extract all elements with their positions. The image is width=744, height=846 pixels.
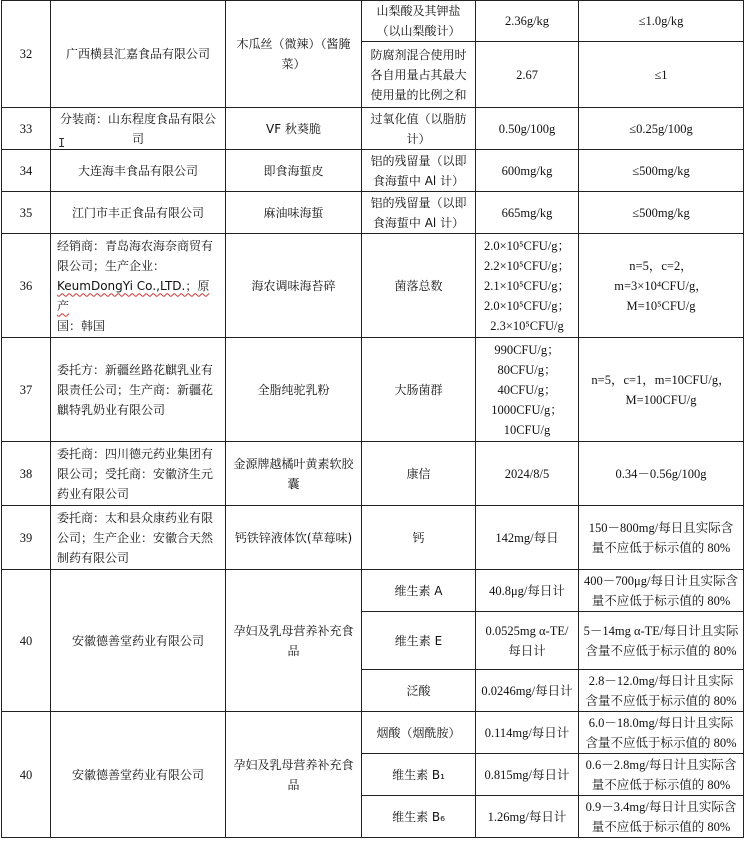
company-cell: 大连海丰食品有限公司	[51, 150, 226, 192]
item-cell: 钙	[362, 506, 476, 570]
table-row	[2, 506, 744, 570]
result-cell: 665mg/kg	[476, 192, 579, 234]
standard-line: M=100CFU/g	[625, 392, 697, 407]
result-line: 2.0×10⁵CFU/g；	[483, 298, 571, 313]
row-index: 40	[2, 712, 51, 838]
product-cell: 即食海蜇皮	[226, 150, 362, 192]
row-index: 35	[2, 192, 51, 234]
row-index: 40	[2, 570, 51, 712]
company-line: 委托方：新疆丝路花麒乳业有	[57, 362, 214, 377]
result-cell: 2.67	[476, 42, 579, 108]
result-cell: 0.0525mg α-TE/每日计	[476, 612, 579, 670]
standard-cell: 0.9－3.4mg/每日计且实际含量不应低于标示值的 80%	[579, 796, 744, 838]
company-cell: 分装商：山东程度食品有限公司	[51, 108, 226, 150]
company-cell: 安徽德善堂药业有限公司	[51, 570, 226, 712]
standard-cell: ≤500mg/kg	[579, 192, 744, 234]
product-cell: VF 秋葵脆	[226, 108, 362, 150]
item-cell: 维生素 E	[362, 612, 476, 670]
result-cell: 600mg/kg	[476, 150, 579, 192]
table-row	[2, 108, 744, 150]
item-cell: 维生素 B₁	[362, 754, 476, 796]
company-cell	[51, 338, 226, 442]
row-index: 39	[2, 506, 51, 570]
item-cell: 维生素 B₆	[362, 796, 476, 838]
product-cell: 孕妇及乳母营养补充食品	[226, 570, 362, 712]
product-cell: 麻油味海蜇	[226, 192, 362, 234]
result-cell	[476, 234, 579, 338]
standard-line: n=5，c=1，m=10CFU/g，	[591, 372, 731, 387]
result-cell	[476, 338, 579, 442]
item-cell: 大肠菌群	[362, 338, 476, 442]
standard-cell: 0.6－2.8mg/每日计且实际含量不应低于标示值的 80%	[579, 754, 744, 796]
result-cell: 0.0246mg/每日计	[476, 670, 579, 712]
item-cell: 铝的残留量（以即食海蜇中 Al 计）	[362, 150, 476, 192]
row-index: 34	[2, 150, 51, 192]
table-row	[2, 712, 744, 754]
product-cell: 海农调味海苔碎	[226, 234, 362, 338]
standard-line: n=5，c=2，m=3×10⁴CFU/g，	[614, 258, 708, 293]
item-cell: 铝的残留量（以即食海蜇中 Al 计）	[362, 192, 476, 234]
standard-line: M=10⁵CFU/g	[626, 298, 696, 313]
table-row	[2, 150, 744, 192]
product-cell: 钙铁锌液体饮(草莓味)	[226, 506, 362, 570]
item-cell: 防腐剂混合使用时各自用量占其最大使用量的比例之和	[362, 42, 476, 108]
result-line: 1000CFU/g；	[491, 402, 563, 417]
product-cell: 金源牌越橘叶黄素软胶囊	[226, 442, 362, 506]
standard-cell: 0.34－0.56g/100g	[579, 442, 744, 506]
company-line: 公司；生产企业：安徽合天然	[57, 530, 214, 545]
standard-cell: ≤0.25g/100g	[579, 108, 744, 150]
result-line: 10CFU/g	[503, 422, 551, 437]
item-cell: 过氧化值（以脂肪计）	[362, 108, 476, 150]
company-cell	[51, 506, 226, 570]
company-cell: 广西横县汇嘉食品有限公司	[51, 1, 226, 108]
result-cell: 2024/8/5	[476, 442, 579, 506]
standard-cell: 150－800mg/每日且实际含量不应低于标示值的 80%	[579, 506, 744, 570]
result-line: 2.1×10⁵CFU/g；	[483, 278, 571, 293]
product-cell: 木瓜丝（微辣）（酱腌菜）	[226, 1, 362, 108]
item-cell: 山梨酸及其钾盐（以山梨酸计）	[362, 1, 476, 42]
inspection-results-table	[1, 0, 744, 838]
row-index: 37	[2, 338, 51, 442]
company-line: 麒特乳奶业有限公司	[57, 402, 166, 417]
table-row	[2, 442, 744, 506]
result-cell: 0.815mg/每日计	[476, 754, 579, 796]
company-line: 经销商：青岛海农海奈商贸有	[57, 238, 214, 253]
table-row	[2, 338, 744, 442]
result-cell: 0.50g/100g	[476, 108, 579, 150]
result-cell: 2.36g/kg	[476, 1, 579, 42]
item-cell: 泛酸	[362, 670, 476, 712]
company-cell: 安徽德善堂药业有限公司	[51, 712, 226, 838]
company-line: KeumDongYi Co.,LTD.；原产	[57, 278, 210, 313]
row-index: 36	[2, 234, 51, 338]
company-line: 限责任公司；生产商：新疆花	[57, 382, 214, 397]
standard-cell	[579, 234, 744, 338]
company-line: 委托商：太和县众康药业有限	[57, 510, 214, 525]
result-line: 2.0×10⁵CFU/g；	[483, 238, 571, 253]
company-cell: 江门市丰正食品有限公司	[51, 192, 226, 234]
result-cell: 142mg/每日	[476, 506, 579, 570]
company-line: 药业有限公司	[57, 486, 130, 501]
table-row	[2, 570, 744, 612]
text-cursor-icon: I	[58, 136, 66, 150]
standard-cell: 400－700μg/每日计且实际含量不应低于标示值的 80%	[579, 570, 744, 612]
result-line: 40CFU/g；	[497, 382, 557, 397]
result-cell: 40.8μg/每日计	[476, 570, 579, 612]
item-cell: 烟酸（烟酰胺）	[362, 712, 476, 754]
product-cell: 全脂纯驼乳粉	[226, 338, 362, 442]
row-index: 38	[2, 442, 51, 506]
standard-cell: ≤1.0g/kg	[579, 1, 744, 42]
result-line: 2.3×10⁵CFU/g	[490, 318, 564, 333]
standard-cell	[579, 338, 744, 442]
item-cell: 维生素 A	[362, 570, 476, 612]
row-index: 32	[2, 1, 51, 108]
company-cell	[51, 234, 226, 338]
table-row	[2, 192, 744, 234]
table-row	[2, 234, 744, 338]
item-cell: 菌落总数	[362, 234, 476, 338]
company-line: 限公司；生产企业：	[57, 258, 166, 273]
company-line: 制药有限公司	[57, 550, 130, 565]
row-index: 33	[2, 108, 51, 150]
standard-cell: 2.8－12.0mg/每日计且实际含量不应低于标示值的 80%	[579, 670, 744, 712]
result-cell: 1.26mg/每日计	[476, 796, 579, 838]
company-line: 委托商：四川德元药业集团有	[57, 446, 214, 461]
result-line: 2.2×10⁵CFU/g；	[483, 258, 571, 273]
table-row	[2, 1, 744, 42]
standard-cell: ≤1	[579, 42, 744, 108]
result-line: 80CFU/g；	[497, 362, 557, 377]
standard-cell: 5－14mg α-TE/每日计且实际含量不应低于标示值的 80%	[579, 612, 744, 670]
company-line: 国：韩国	[57, 318, 106, 333]
standard-cell: ≤500mg/kg	[579, 150, 744, 192]
standard-cell: 6.0－18.0mg/每日计且实际含量不应低于标示值的 80%	[579, 712, 744, 754]
result-line: 990CFU/g；	[494, 342, 560, 357]
result-cell: 0.114mg/每日计	[476, 712, 579, 754]
item-cell: 康信	[362, 442, 476, 506]
product-cell: 孕妇及乳母营养补充食品	[226, 712, 362, 838]
company-line: 限公司；受托商：安徽济生元	[57, 466, 214, 481]
company-cell	[51, 442, 226, 506]
